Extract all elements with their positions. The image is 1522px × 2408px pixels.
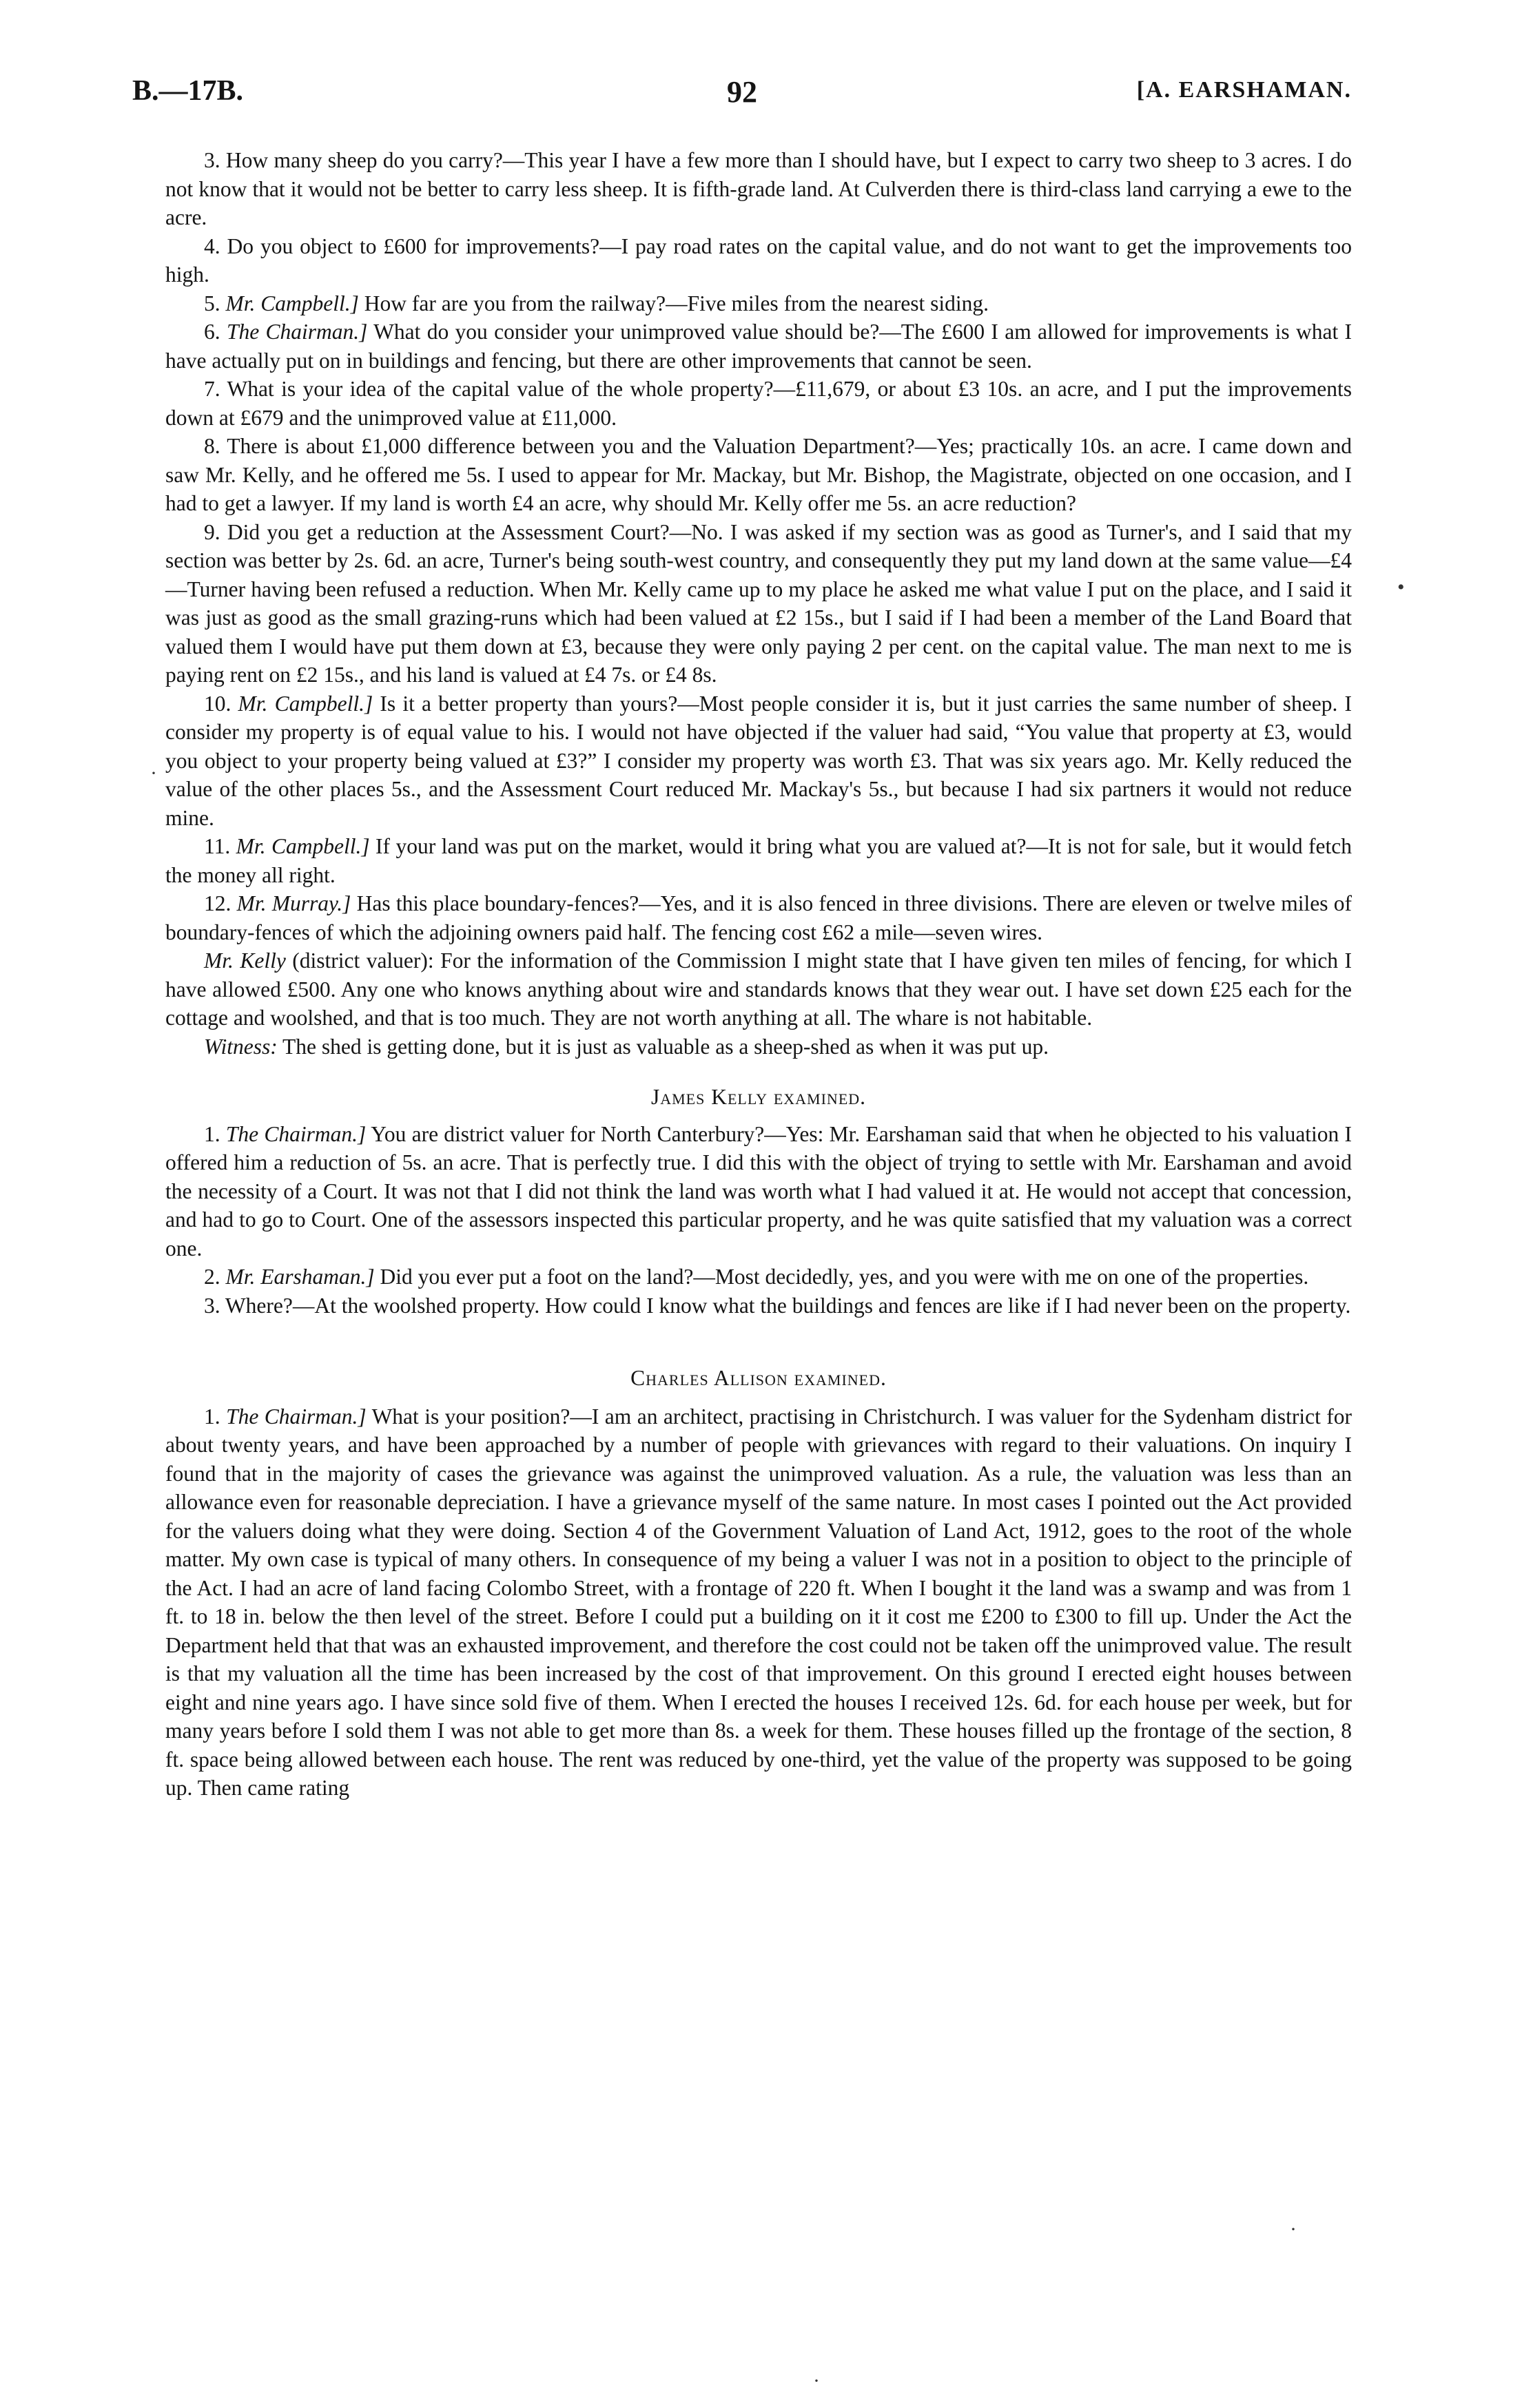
speaker: Witness: bbox=[204, 1034, 278, 1059]
paragraph-allison-q1: 1. The Chairman.] What is your position?—I am an architect, practising in Christchurch. I was valuer for the Sydenham district for about twenty years, and have been approached by a number of people with grievances with regard to their valuations. On inquiry I found that in the majority of cases the grievance was against the unimproved valuation. As a rule, the valuation was less than an allowance even for reasonable depreciation. I have a grievance myself of the same nature. In most cases I pointed out the Act provided for the valuers doing what they were doing. Section 4 of the Government Valuation of Land Act, 1912, goes to the root of the whole matter. My own case is typical of many others. In consequence of my being a valuer I was not in a position to object to the principle of the Act. I had an acre of land facing Colombo Street, with a frontage of 220 ft. When I bought it the land was a swamp and was from 1 ft. to 18 in. below the then level of the street. Before I could put a building on it it cost me £200 to £300 to fill up. Under the Act the Department held that that was an exhausted improvement, and therefore the cost could not be taken off the unimproved value. The result is that my valuation all the time has been increased by the cost of that improvement. On this ground I erected eight houses between eight and nine years ago. I have since sold five of them. When I erected the houses I received 12s. 6d. for each house per week, but for many years before I sold them I was not able to get more than 8s. a week for them. These houses filled up the frontage of the section, 8 ft. space being allowed between each house. The rent was reduced by one-third, yet the value of the property was supposed to be going up. Then came rating bbox=[165, 1404, 1353, 1800]
margin-dot-mark: • bbox=[1397, 576, 1405, 599]
paragraph-q3: 3. How many sheep do you carry?—This year I have a few more than I should have, but I expect to carry two sheep to 3 acres. I do not know that it would not be better to carry less sheep. It is fifth-grade land. At Culverden there is third-class land carrying a ewe to the acre. bbox=[165, 148, 1352, 229]
paragraph-kelly-q2: 2. Mr. Earshaman.] Did you ever put a foot on the land?—Most decidedly, yes, and you were with me on one of the properties. bbox=[204, 1265, 1309, 1289]
scan-speck-mark: · bbox=[1290, 2218, 1297, 2241]
section-heading-allison: Charles Allison examined. bbox=[630, 1366, 887, 1390]
page-number: 92 bbox=[727, 75, 757, 109]
paragraph-kelly-note: Mr. Kelly (district valuer): For the information of the Commission I might state that I have given ten miles of fencing, for which I have allowed £500. Any one who knows anything about wire and standards knows that they wear out. I have set down £25 each for the cottage and woolshed, and that is too much. They are not worth anything at all. The whare is not habitable. bbox=[165, 948, 1352, 1030]
running-head: [A. EARSHAMAN. bbox=[1136, 77, 1352, 103]
section-heading-kelly: James Kelly examined. bbox=[650, 1085, 867, 1109]
speaker: Mr. Campbell.] bbox=[236, 834, 370, 858]
speaker: Mr. Murray.] bbox=[236, 891, 351, 915]
paragraph-q6: 6. The Chairman.] What do you consider your unimproved value should be?—The £600 I am allowed for improvements is what I have actually put on in buildings and fencing, but there are other improvements that cannot be seen. bbox=[165, 320, 1353, 373]
scan-speck-mark: · bbox=[813, 2369, 820, 2392]
page-body bbox=[165, 146, 1352, 1803]
document-code: B.—17B. bbox=[132, 75, 244, 107]
paragraph-kelly-q3: 3. Where?—At the woolshed property. How could I know what the buildings and fences are like if I had never been on the property. bbox=[204, 1293, 1351, 1318]
paragraph-q11: 11. Mr. Campbell.] If your land was put on the market, would it bring what you are valued at?—It is not for sale, but it would fetch the money all right. bbox=[165, 834, 1352, 887]
speaker: The Chairman.] bbox=[226, 1404, 367, 1429]
paragraph-q9: 9. Did you get a reduction at the Assessment Court?—No. I was asked if my section was as good as Turner's, and I said that my section was better by 2s. 6d. an acre, Turner's being south-west country, and consequently they put my land down at the same value—£4—Turner having been refused a reduction. When Mr. Kelly came up to my place he asked me what value I put on the place, and I said it was just as good as the small grazing-runs which had been valued at £2 15s., but I said if I had been a member of the Land Board that valued them I would have put them down at £3, because they were only paying 2 per cent. on the capital value. The man next to me is paying rent on £2 15s., and his land is valued at £4 7s. or £4 8s. bbox=[165, 519, 1352, 687]
speaker: Mr. Kelly bbox=[204, 948, 286, 973]
paragraph-kelly-q1: 1. The Chairman.] You are district valuer for North Canterbury?—Yes: Mr. Earshaman said that when he objected to his valuation I offered him a reduction of 5s. an acre. That is perfectly true. I did this with the object of trying to settle with Mr. Earshaman and avoid the necessity of a Court. It was not that I did not think the land was worth what I had valued it at. He would not accept that concession, and had to go to Court. One of the assessors inspected this particular property, and he was quite satisfied that my valuation was a correct one. bbox=[165, 1121, 1353, 1260]
speaker: Mr. Earshaman.] bbox=[225, 1265, 375, 1289]
paragraph-q4: 4. Do you object to £600 for improvements?—I pay road rates on the capital value, and do not want to get the improvements too high. bbox=[165, 233, 1352, 287]
speaker: Mr. Campbell.] bbox=[225, 291, 359, 315]
paragraph-q8: 8. There is about £1,000 difference between you and the Valuation Department?—Yes; practically 10s. an acre. I came down and saw Mr. Kelly, and he offered me 5s. I used to appear for Mr. Mackay, but Mr. Bishop, the Magistrate, objected on one occasion, and I had to get a lawyer. If my land is worth £4 an acre, why should Mr. Kelly offer me 5s. an acre reduction? bbox=[165, 434, 1352, 515]
paragraph-q12: 12. Mr. Murray.] Has this place boundary-fences?—Yes, and it is also fenced in three divisions. There are eleven or twelve miles of boundary-fences of which the adjoining owners paid half. The fencing cost £62 a mile—seven wires. bbox=[165, 891, 1353, 944]
speaker: Mr. Campbell.] bbox=[238, 691, 373, 716]
paragraph-witness-note: Witness: The shed is getting done, but it is just as valuable as a sheep-shed as when it was put up. bbox=[204, 1034, 1049, 1059]
margin-dot-mark: · bbox=[150, 762, 157, 785]
speaker: The Chairman.] bbox=[225, 1121, 367, 1146]
page-header bbox=[132, 74, 1352, 116]
paragraph-q5: 5. Mr. Campbell.] How far are you from the railway?—Five miles from the nearest siding. bbox=[204, 291, 989, 315]
paragraph-q10: 10. Mr. Campbell.] Is it a better property than yours?—Most people consider it is, but it just carries the same number of sheep. I consider my property is of equal value to his. I would not have objected if the valuer had said, “You value that property at £3, would you object to your property being valued at £3?” I consider my property was worth £3. That was six years ago. Mr. Kelly reduced the value of the other places 5s., and the Assessment Court reduced Mr. Mackay's 5s., but because I had six partners it would not reduce mine. bbox=[165, 691, 1352, 830]
paragraph-q7: 7. What is your idea of the capital value of the whole property?—£11,679, or about £3 10s. an acre, and I put the improvements down at £679 and the unimproved value at £11,000. bbox=[165, 377, 1352, 430]
speaker: The Chairman.] bbox=[226, 320, 368, 344]
